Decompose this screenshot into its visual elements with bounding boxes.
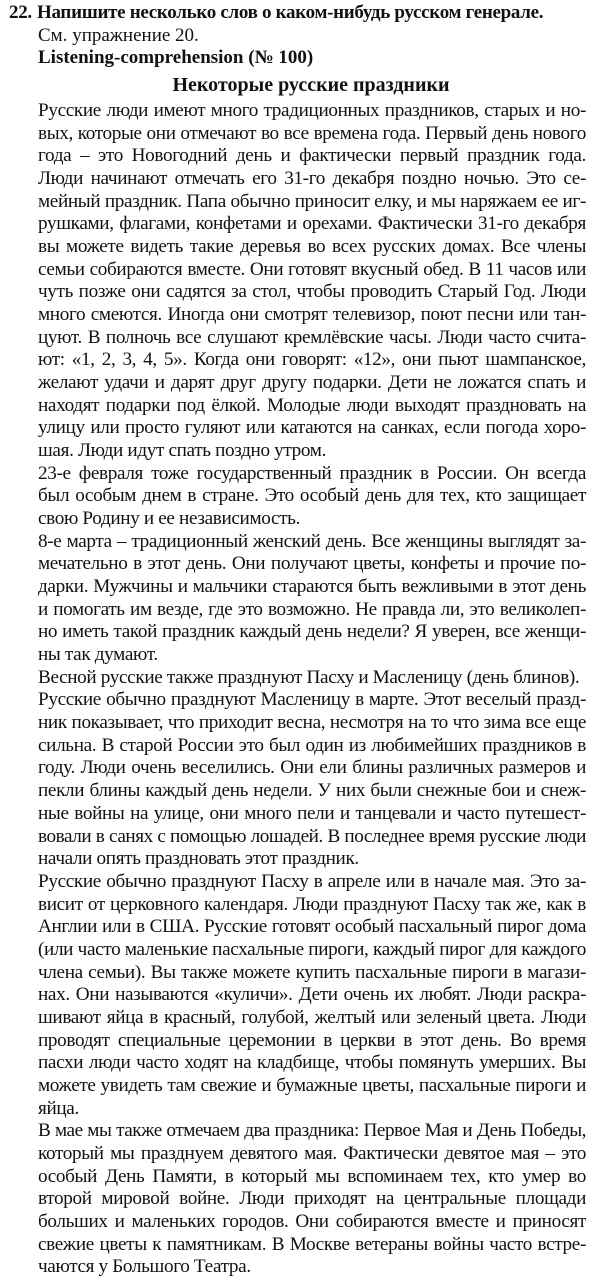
- text-line: рушками, флагами, конфетами и орехами. Фактически 31-го декабря: [38, 213, 586, 235]
- paragraph: [38, 463, 586, 531]
- text-line: ют: «1, 2, 3, 4, 5». Когда они говорят: «12», они пьют шампанское,: [38, 349, 586, 371]
- text-line: ник показывает, что приходит весна, несмотря на то что зима все еще: [38, 712, 586, 734]
- text-line: шивают яйца в красный, голубой, желтый или зеленый цвета. Люди: [38, 1006, 586, 1028]
- text-line: улицу или просто гуляют или катаются на санках, если погода хоро-: [38, 417, 586, 439]
- article-title: Некоторые русские праздники: [172, 74, 450, 96]
- text-line: 8-е марта – традиционный женский день. Все женщины выглядят за-: [38, 530, 586, 552]
- text-line: (или часто маленькие пасхальные пироги, каждый пирог для каждого: [38, 938, 586, 960]
- text-line: мейный праздник. Папа обычно приносит елку, и мы наряжаем ее иг-: [38, 190, 586, 212]
- paragraph: [38, 871, 586, 1120]
- text-line: чуть позже они садятся за стол, чтобы проводить Старый Год. Люди: [38, 281, 586, 303]
- text-line: году. Люди очень веселились. Они ели блины различных размеров и: [38, 757, 586, 779]
- text-line: вовали в санях с помощью лошадей. В последнее время русские люди: [38, 825, 586, 847]
- text-line: нах. Они называются «куличи». Дети очень их любят. Люди раскра-: [38, 984, 586, 1006]
- text-line: желают удачи и дарят друг другу подарки. Дети не ложатся спать и: [38, 372, 586, 394]
- text-line: который мы празднуем девятого мая. Фактически девятое мая – это: [38, 1142, 586, 1164]
- text-line: Англии или в США. Русские готовят особый пасхальный пирог дома: [38, 916, 586, 938]
- text-line: пасхи люди часто ходят на кладбище, чтобы помянуть умерших. Вы: [38, 1052, 586, 1074]
- text-line: сильна. В старой России это был один из любимейших праздников в: [38, 734, 586, 756]
- text-line: начали опять праздновать этот праздник.: [38, 848, 359, 870]
- text-line: свежие цветы к памятникам. В Москве ветераны войны часто встре-: [38, 1233, 586, 1255]
- text-line: свою Родину и ее независимость.: [38, 508, 301, 530]
- paragraph: [38, 1120, 586, 1279]
- exercise-heading: [9, 2, 543, 24]
- text-line: второй мировой войне. Люди приходят на центральные площади: [38, 1188, 586, 1210]
- paragraph: [38, 531, 586, 667]
- text-line: яйца.: [38, 1097, 79, 1119]
- section-heading: Listening-comprehension (№ 100): [38, 47, 314, 68]
- exercise-number: 22.: [9, 2, 32, 23]
- text-line: Русские обычно празднуют Масленицу в марте. Этот веселый празд-: [38, 689, 586, 711]
- text-line: много смеются. Иногда они смотрят телевизор, поют песни или тан-: [38, 304, 586, 326]
- text-line: ные войны на улице, они много пели и танцевали и часто путешест-: [38, 802, 586, 824]
- text-line: особый День Памяти, в который мы вспоминаем тех, кто умер во: [38, 1165, 586, 1187]
- text-line: шая. Люди идут спать поздно утром.: [38, 440, 327, 462]
- text-line: Весной русские также празднуют Пасху и Масленицу (день блинов).: [38, 666, 580, 688]
- text-line: члена семьи). Вы также можете купить пасхальные пироги в магази-: [38, 961, 586, 983]
- text-line: ны так думают.: [38, 644, 158, 666]
- paragraph: [38, 100, 586, 463]
- text-line: был особым днем в стране. Это особый день для тех, кто защищает: [38, 485, 586, 507]
- text-line: семьи собираются вместе. Они готовят вкусный обед. В 11 часов или: [38, 258, 586, 280]
- text-line: пекли блины каждый день недели. У них были снежные бои и снеж-: [38, 780, 586, 802]
- paragraph: [38, 689, 586, 870]
- text-line: Люди начинают отмечать его 31-го декабря поздно ночью. Это се-: [38, 168, 586, 190]
- text-line: можете увидеть там свежие и бумажные цветы, пасхальные пироги и: [38, 1074, 586, 1096]
- text-line: мечательно в этот день. Они получают цветы, конфеты и прочие по-: [38, 553, 586, 575]
- text-line: чаются у Большого Театра.: [38, 1256, 251, 1278]
- exercise-reference: См. упражнение 20.: [38, 25, 199, 46]
- text-line: вых, которые они отмечают во все времена года. Первый день нового: [38, 122, 586, 144]
- text-line: 23-е февраля тоже государственный праздник в России. Он всегда: [38, 462, 586, 484]
- text-line: проводят специальные церемонии в церкви в этот день. Во время: [38, 1029, 586, 1051]
- text-line: цуют. В полночь все слушают кремлёвские часы. Люди часто счита-: [38, 326, 586, 348]
- text-line: года – это Новогодний день и фактически первый праздник года.: [38, 145, 586, 167]
- text-line: и помогать им везде, где это возможно. Не правда ли, это великолеп-: [38, 598, 586, 620]
- text-line: но иметь такой праздник каждый день недели? Я уверен, все женщи-: [38, 621, 586, 643]
- article-body: [38, 100, 586, 1279]
- exercise-task: Напишите несколько слов о каком-нибудь русском генерале.: [37, 2, 544, 23]
- text-line: В мае мы также отмечаем два праздника: Первое Мая и День Победы,: [38, 1120, 586, 1142]
- text-line: больших и маленьких городов. Они собираются вместе и приносят: [38, 1210, 586, 1232]
- text-line: дарки. Мужчины и мальчики стараются быть вежливыми в этот день: [38, 576, 586, 598]
- paragraph: [38, 667, 586, 690]
- text-line: находят подарки под ёлкой. Молодые люди выходят праздновать на: [38, 394, 586, 416]
- text-line: вы можете видеть такие деревья во всех русских домах. Все члены: [38, 236, 586, 258]
- text-line: Русские обычно празднуют Пасху в апреле или в начале мая. Это за-: [38, 870, 586, 892]
- text-line: висит от церковного календаря. Люди празднуют Пасху так же, как в: [38, 893, 586, 915]
- text-line: Русские люди имеют много традиционных праздников, старых и но-: [38, 100, 586, 121]
